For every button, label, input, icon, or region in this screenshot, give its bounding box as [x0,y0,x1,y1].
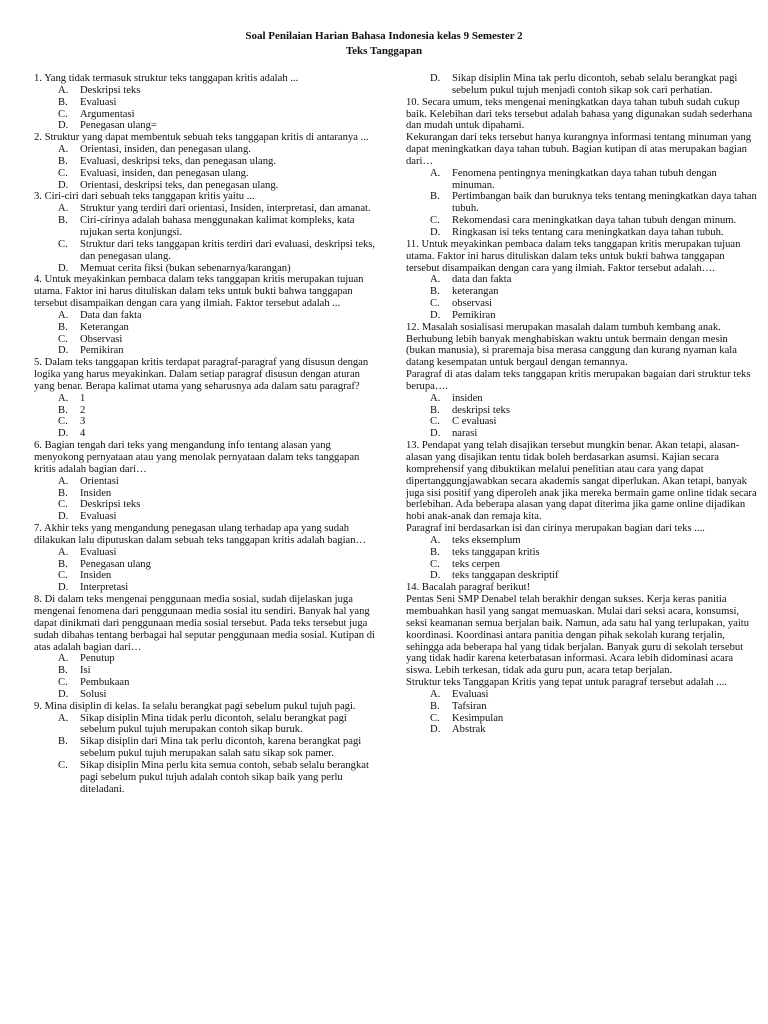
answer-option [58,203,380,215]
answer-option [58,168,380,180]
answer-option [430,298,758,310]
option-text: 4 [80,428,86,440]
answer-option [58,499,380,511]
question-block [406,97,758,239]
answer-option [58,405,380,417]
question-text: 11. Untuk meyakinkan pembaca dalam teks tanggapan kritis merupakan tujuan utama. Faktor ini harus dituliskan dalam teks untuk bukti bahwa tanggapan tersebut disampaikan dengan cara yang ilmiah. Faktor tersebut adalah…. [406,238,741,274]
answer-option [58,144,380,156]
option-letter: C. [430,215,440,227]
option-letter: A. [58,475,69,487]
option-letter: C. [58,570,68,582]
option-letter: C. [430,416,440,428]
option-text: Kesimpulan [452,712,504,724]
question-block [34,73,380,132]
answer-option [58,559,380,571]
question-passage: Paragraf ini berdasarkan isi dan cirinya merupakan bagian dari teks .... [406,523,705,535]
option-letter: D. [430,309,441,321]
answer-option [430,405,758,417]
option-text: Orientasi [80,475,119,487]
question-block [34,357,380,440]
answer-option [58,97,380,109]
question-text: 6. Bagian tengah dari teks yang mengandung info tentang alasan yang menyokong pernyataan atau yang menolak pernyataan dalam teks tanggapan kritis adalah bagian dari… [34,440,360,475]
option-text: Sikap disiplin dari Mina tak perlu dicontoh, karena berangkat pagi sebelum pukul tujuh merupakan salah satu sikap sok pamer. [80,736,362,760]
option-letter: D. [430,428,441,440]
question-block [406,239,758,322]
answer-option [430,191,758,215]
answer-option [58,345,380,357]
option-text: Orientasi, deskripsi teks, dan penegasan ulang. [80,179,279,191]
answer-option [58,263,380,275]
option-text: Pembukaan [80,677,130,689]
question-text: 14. Bacalah paragraf berikut! [406,582,531,594]
option-text: observasi [452,298,493,310]
option-text: Evaluasi [452,688,489,700]
answer-option [430,428,758,440]
answer-option [58,85,380,97]
option-letter: B. [58,321,68,333]
question-text: 1. Yang tidak termasuk struktur teks tanggapan kritis adalah ... [34,73,299,84]
option-letter: B. [58,155,68,167]
answer-option [58,760,380,796]
option-letter: C. [58,167,68,179]
answer-option [430,570,758,582]
question-block [34,594,380,701]
option-text: Abstrak [452,724,486,736]
option-text: Observasi [80,333,123,345]
option-letter: D. [58,120,69,132]
option-letter: A. [430,392,441,404]
question-text: 2. Struktur yang dapat membentuk sebuah teks tanggapan kritis di antaranya ... [34,132,369,144]
answer-option [58,582,380,594]
question-text: 13. Pendapat yang telah disajikan tersebut mungkin benar. Akan tetapi, alasan-alasan yang disajikan tentu tidak boleh berdasarkan asumsi. Kajian secara komprehensif yang dibuktikan melalui penelitian atau cara yang dapat dipertanggungjawabkan secara akademis sangat diperlukan. Akan tetapi, banyak juga sisi positif yang diperoleh anak jika mereka bermain game online tidak secara berlebihan. Ada beberapa alasan yang dapat diterima jika game online dijadikan hobi anak-anak dan remaja kita. [406,440,757,523]
option-text: Fenomena pentingnya meningkatkan daya tahan tubuh dengan minuman. [452,167,717,191]
option-letter: B. [58,96,68,108]
answer-option [58,476,380,488]
page-title: Soal Penilaian Harian Bahasa Indonesia kelas 9 Semester 2 [245,30,523,42]
question-text: 5. Dalam teks tanggapan kritis terdapat paragraf-paragraf yang disusun dengan logika yang harus meyakinkan. Dalam setiap paragraf disusun dengan aturan yang benar. Berapa kalimat utama yang seharusnya ada dalam satu paragraf? [34,357,369,392]
option-letter: D. [430,226,441,238]
option-text: Isi [80,665,91,677]
option-text: Interpretasi [80,582,129,594]
question-block [406,582,758,736]
answer-option [58,120,380,132]
option-text: Memuat cerita fiksi (bukan sebenarnya/karangan) [80,262,291,274]
answer-option [430,559,758,571]
right-column [406,73,758,736]
option-letter: B. [430,546,440,558]
option-text: 1 [80,392,86,404]
option-text: Pertimbangan baik dan buruknya teks tentang meningkatkan daya tahan tubuh. [452,191,757,215]
option-letter: B. [430,404,440,416]
option-letter: A. [58,392,69,404]
answer-option [430,701,758,713]
option-letter: B. [430,286,440,298]
question-passage: Struktur teks Tanggapan Kritis yang tepat untuk paragraf tersebut adalah .... [406,677,727,689]
option-letter: A. [430,688,441,700]
option-letter: C. [58,238,68,250]
answer-option [430,168,758,192]
option-letter: B. [430,700,440,712]
option-letter: A. [430,274,441,286]
option-letter: B. [58,558,68,570]
option-letter: A. [58,712,69,724]
option-letter: D. [58,428,69,440]
answer-option [58,239,380,263]
answer-option [430,215,758,227]
answer-option [58,547,380,559]
option-text: deskripsi teks [452,404,510,416]
answer-option [58,393,380,405]
option-letter: C. [58,499,68,511]
answer-option [430,393,758,405]
option-letter: C. [430,712,440,724]
option-text: Sikap disiplin Mina tak perlu dicontoh, sebab selalu berangkat pagi sebelum pukul tujuh menjadi contoh sikap sok cari perhatian. [452,73,738,96]
option-letter: A. [58,309,69,321]
option-letter: D. [430,570,441,582]
left-column [34,73,380,795]
answer-option [58,322,380,334]
question-block [34,132,380,191]
option-text: Pemikiran [80,345,124,357]
option-letter: C. [58,333,68,345]
option-text: Rekomendasi cara meningkatkan daya tahan tubuh dengan minum. [452,215,737,227]
option-text: Penutup [80,653,115,665]
option-text: Sikap disiplin Mina perlu kita semua contoh, sebab selalu berangkat pagi sebelum pukul tujuh adalah contoh sikap baik yang perlu diteladani. [80,759,369,795]
option-text: C evaluasi [452,416,497,428]
option-letter: D. [58,179,69,191]
answer-option [58,713,380,737]
option-text: Solusi [80,688,107,700]
option-text: Insiden [80,570,112,582]
option-letter: A. [430,534,441,546]
answer-option [430,73,758,97]
answer-option [58,180,380,192]
answer-option [58,215,380,239]
option-letter: B. [58,665,68,677]
question-text: 4. Untuk meyakinkan pembaca dalam teks tanggapan kritis merupakan tujuan utama. Faktor ini harus dituliskan dalam teks untuk bukti bahwa tanggapan tersebut disampaikan dengan cara yang ilmiah. Faktor tersebut adalah ... [34,274,364,310]
question-passage: Kekurangan dari teks tersebut hanya kurangnya informasi tentang minuman yang dapat meningkatkan daya tahan tubuh. Bagian kutipan di atas merupakan bagian dari… [406,132,752,167]
question-text: 3. Ciri-ciri dari sebuah teks tanggapan kritis yaitu ... [34,191,255,203]
option-text: Data dan fakta [80,309,142,321]
option-text: Penegasan ulang= [80,120,157,132]
option-letter: D. [58,262,69,274]
answer-option [58,736,380,760]
option-text: teks tanggapan kritis [452,546,540,558]
option-text: 2 [80,404,86,416]
answer-option [430,689,758,701]
answer-option [430,274,758,286]
option-letter: C. [58,416,68,428]
answer-option [430,535,758,547]
answer-option [58,689,380,701]
answer-option [58,665,380,677]
question-text: 12. Masalah sosialisasi merupakan masalah dalam tumbuh kembang anak. Berhubung lebih banyak menghabiskan waktu untuk bermain dengan mesin (bukan manusia), si praremaja bisa merasa canggung dan kurang nyaman kala datang kesempatan untuk bergaul dengan temannya. [406,321,737,369]
option-letter: A. [430,167,441,179]
option-text: Ringkasan isi teks tentang cara meningkatkan daya tahan tubuh. [452,226,724,238]
option-text: teks tanggapan deskriptif [452,570,559,582]
answer-option [430,310,758,322]
question-block [34,701,380,796]
answer-option [58,310,380,322]
answer-option [58,334,380,346]
answer-option [430,713,758,725]
question-text: 7. Akhir teks yang mengandung penegasan ulang terhadap apa yang sudah dilakukan lalu diputuskan dalam sebuah teks tanggapan kritis adalah bagian… [34,523,367,546]
option-letter: A. [58,144,69,156]
option-text: Struktur dari teks tanggapan kritis terdiri dari evaluasi, deskripsi teks, dan penegasan ulang. [80,238,376,262]
option-text: Pemikiran [452,309,496,321]
option-text: Ciri-cirinya adalah bahasa menggunakan kalimat kompleks, kata rujukan serta konjungsi. [80,215,355,238]
answer-option [430,547,758,559]
option-letter: C. [430,298,440,310]
option-letter: C. [58,677,68,689]
question-block [34,440,380,523]
option-letter: D. [58,582,69,594]
option-letter: A. [58,203,69,215]
question-block [406,73,758,97]
option-text: keterangan [452,286,499,298]
option-letter: C. [430,558,440,570]
option-letter: A. [58,84,69,96]
option-text: Insiden [80,487,112,499]
question-text: 10. Secara umum, teks mengenai meningkatkan daya tahan tubuh sudah cukup baik. Kelebihan dari teks tersebut adalah bahasa yang digunakan sudah sederhana dan mudah untuk dipahami. [406,96,753,132]
answer-option [58,109,380,121]
option-text: Deskripsi teks [80,499,141,511]
option-letter: C. [58,108,68,120]
answer-option [430,227,758,239]
answer-option [58,488,380,500]
option-letter: B. [58,736,68,748]
option-letter: D. [58,688,69,700]
answer-option [430,724,758,736]
question-block [406,440,758,582]
option-text: teks eksemplum [452,534,521,546]
option-letter: B. [430,191,440,203]
option-text: Sikap disiplin Mina tidak perlu dicontoh, selalu berangkat pagi sebelum pukul tujuh merupakan contoh sikap buruk. [80,712,347,736]
answer-option [58,677,380,689]
answer-option [430,416,758,428]
page-subtitle: Teks Tanggapan [345,45,423,57]
answer-option [58,428,380,440]
option-text: Struktur yang terdiri dari orientasi, Insiden, interpretasi, dan amanat. [80,203,371,215]
option-text: Evaluasi [80,546,117,558]
option-text: Penegasan ulang [80,558,151,570]
question-block [34,274,380,357]
option-text: Evaluasi [80,511,117,523]
answer-option [58,156,380,168]
option-text: Orientasi, insiden, dan penegasan ulang. [80,144,251,156]
question-block [406,322,758,440]
answer-option [430,286,758,298]
question-block [34,523,380,594]
question-text: 8. Di dalam teks mengenai penggunaan media sosial, sudah dijelaskan juga mengenai fenomena dari penggunaan media sosial itu sendiri. Banyak hal yang dapat dinikmati dari penggunaan media sosial tersebut. Pada teks tersebut juga sudah dibahas tentang berbagai hal seputar penggunaan media sosial. Kutipan di atas adalah bagian dari… [34,594,375,653]
option-text: Evaluasi [80,96,117,108]
option-text: Deskripsi teks [80,84,141,96]
answer-option [58,653,380,665]
option-letter: C. [58,759,68,771]
option-letter: D. [430,724,441,736]
option-text: Tafsiran [452,700,487,712]
option-letter: A. [58,546,69,558]
option-letter: B. [58,215,68,227]
option-text: data dan fakta [452,274,512,286]
option-text: Evaluasi, deskripsi teks, dan penegasan ulang. [80,155,276,167]
option-text: Keterangan [80,321,129,333]
option-letter: D. [58,345,69,357]
answer-option [58,511,380,523]
question-block [34,191,380,274]
option-letter: B. [58,487,68,499]
option-letter: B. [58,404,68,416]
option-letter: D. [430,73,441,84]
option-letter: A. [58,653,69,665]
option-text: Evaluasi, insiden, dan penegasan ulang. [80,167,249,179]
option-text: 3 [80,416,86,428]
option-text: insiden [452,392,483,404]
option-letter: D. [58,511,69,523]
option-text: narasi [452,428,478,440]
answer-option [58,416,380,428]
option-text: teks cerpen [452,558,500,570]
question-passage: Pentas Seni SMP Denabel telah berakhir dengan sukses. Kerja keras panitia membuahkan hasil yang sangat memuaskan. Mulai dari seksi acara, konsumsi, seksi keamanan semua berjalan baik. Namun, ada satu hal yang terlupakan, yaitu koordinasi. Koordinasi antara panitia dengan pihak sekolah kurang terjalin, sehingga ada beberapa hal yang tidak berjalan. Banyak guru di sekolah tersebut yang tidak hadir karena keterbatasan informasi. Acara lebih didominasi acara siswa. Lebih terkesan, tidak ada guru pun, acara tetap berjalan. [406,594,749,677]
question-passage: Paragraf di atas dalam teks tanggapan kritis merupakan bagaian dari struktur teks berupa…. [406,369,751,392]
question-text: 9. Mina disiplin di kelas. Ia selalu berangkat pagi sebelum pukul tujuh pagi. [34,700,356,712]
answer-option [58,570,380,582]
option-text: Argumentasi [80,108,135,120]
